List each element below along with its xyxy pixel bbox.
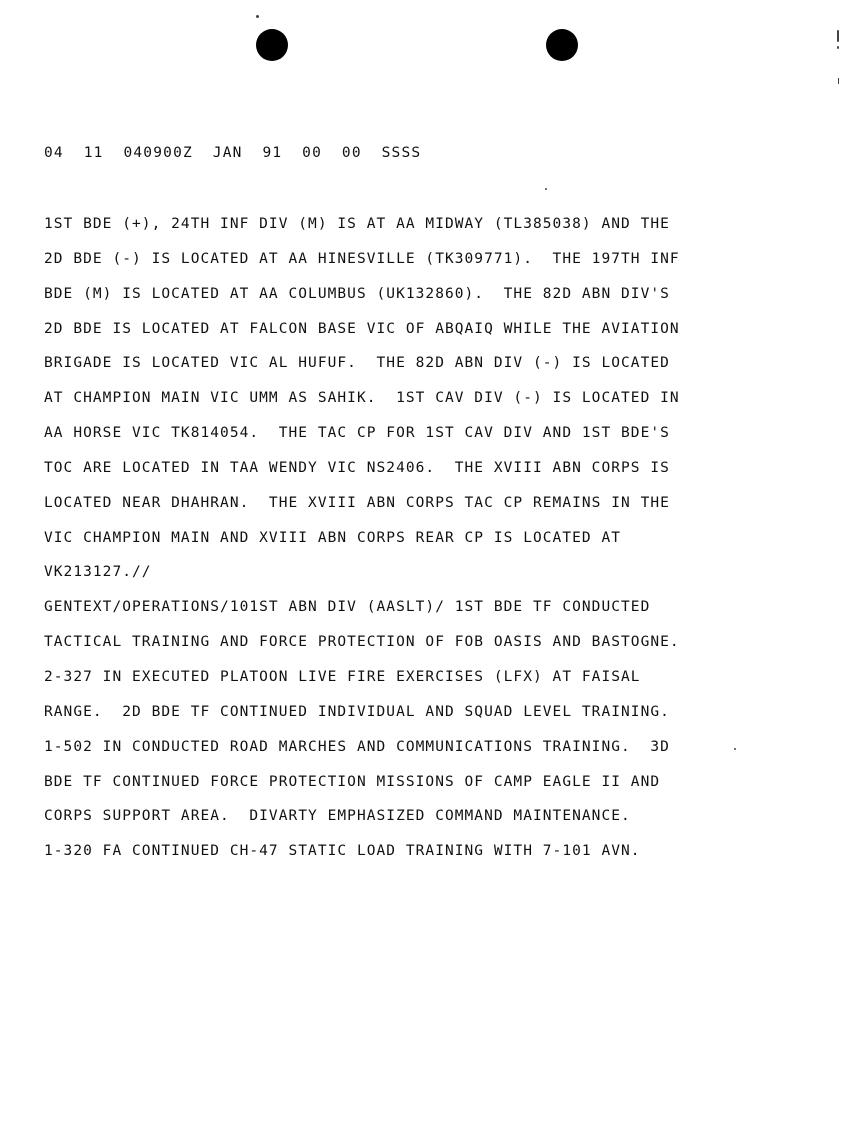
message-body bbox=[44, 213, 824, 875]
text-line: VIC CHAMPION MAIN AND XVIII ABN CORPS REAR CP IS LOCATED AT bbox=[44, 529, 622, 546]
scan-speck bbox=[838, 78, 839, 84]
scan-speck bbox=[837, 46, 839, 49]
text-line: 2D BDE IS LOCATED AT FALCON BASE VIC OF ABQAIQ WHILE THE AVIATION bbox=[44, 320, 680, 337]
punch-hole-right bbox=[546, 29, 578, 61]
text-line: TACTICAL TRAINING AND FORCE PROTECTION OF FOB OASIS AND BASTOGNE. bbox=[44, 634, 680, 651]
text-line: LOCATED NEAR DHAHRAN. THE XVIII ABN CORPS TAC CP REMAINS IN THE bbox=[44, 494, 670, 511]
text-line: GENTEXT/OPERATIONS/101ST ABN DIV (AASLT)/ 1ST BDE TF CONDUCTED bbox=[44, 599, 651, 616]
text-line: VK213127.// bbox=[44, 564, 152, 581]
text-line: 1-502 IN CONDUCTED ROAD MARCHES AND COMMUNICATIONS TRAINING. 3D bbox=[44, 738, 670, 755]
text-line: TOC ARE LOCATED IN TAA WENDY VIC NS2406. THE XVIII ABN CORPS IS bbox=[44, 459, 670, 476]
text-line: 1ST BDE (+), 24TH INF DIV (M) IS AT AA MIDWAY (TL385038) AND THE bbox=[44, 216, 670, 232]
text-line: RANGE. 2D BDE TF CONTINUED INDIVIDUAL AND SQUAD LEVEL TRAINING. bbox=[44, 703, 670, 720]
scan-speck bbox=[256, 15, 259, 18]
scan-speck bbox=[545, 188, 547, 190]
text-line: 2-327 IN EXECUTED PLATOON LIVE FIRE EXERCISES (LFX) AT FAISAL bbox=[44, 668, 641, 685]
text-line: 2D BDE (-) IS LOCATED AT AA HINESVILLE (TK309771). THE 197TH INF bbox=[44, 250, 680, 267]
text-line: BRIGADE IS LOCATED VIC AL HUFUF. THE 82D ABN DIV (-) IS LOCATED bbox=[44, 355, 670, 372]
scan-speck bbox=[837, 30, 839, 42]
message-header: 04 11 040900Z JAN 91 00 00 SSSS bbox=[44, 145, 422, 161]
text-line: 1-320 FA CONTINUED CH-47 STATIC LOAD TRAINING WITH 7-101 AVN. bbox=[44, 843, 641, 860]
text-line: BDE TF CONTINUED FORCE PROTECTION MISSIONS OF CAMP EAGLE II AND bbox=[44, 773, 661, 790]
punch-hole-left bbox=[256, 29, 288, 61]
text-line: AA HORSE VIC TK814054. THE TAC CP FOR 1ST CAV DIV AND 1ST BDE'S bbox=[44, 425, 670, 442]
text-line: CORPS SUPPORT AREA. DIVARTY EMPHASIZED COMMAND MAINTENANCE. bbox=[44, 808, 631, 825]
text-line: AT CHAMPION MAIN VIC UMM AS SAHIK. 1ST CAV DIV (-) IS LOCATED IN bbox=[44, 390, 680, 407]
text-line: BDE (M) IS LOCATED AT AA COLUMBUS (UK132860). THE 82D ABN DIV'S bbox=[44, 285, 670, 302]
